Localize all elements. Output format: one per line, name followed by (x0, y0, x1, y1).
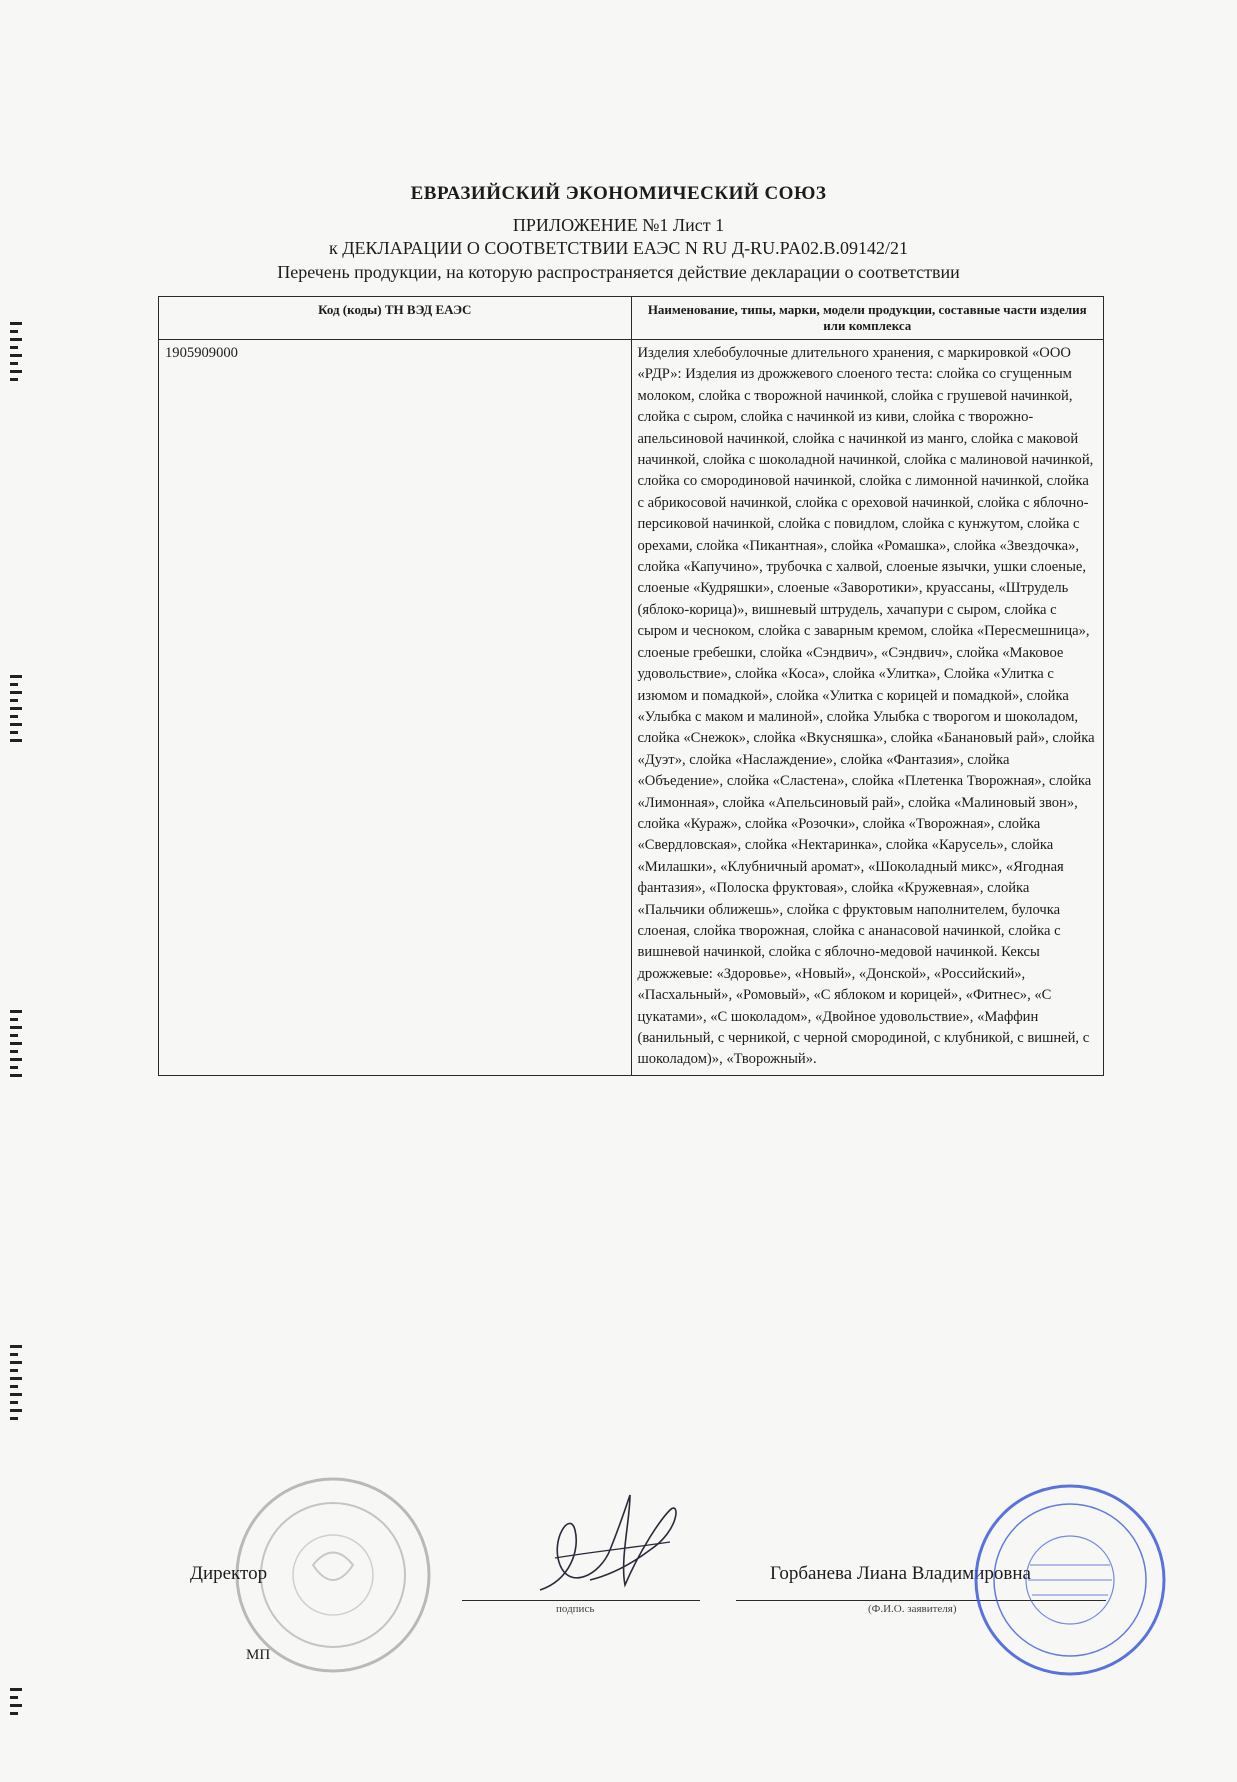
column-header-code: Код (коды) ТН ВЭД ЕАЭС (159, 297, 632, 340)
declaration-number: к ДЕКЛАРАЦИИ О СООТВЕТСТВИИ ЕАЭС N RU Д-RU.PA02.B.09142/21 (328, 238, 908, 258)
cell-products: Изделия хлебобулочные длительного хранения, с маркировкой «ООО «РДР»: Изделия из дрожжевого слоеного теста: слойка со сгущенным молоком, слойка с творожной начинкой, слойка с грушевой начинкой, слойка с сыром, слойка с начинкой из киви, слойка с творожно-апельсиновой начинкой, слойка с начинкой из манго, слойка с маковой начинкой, слойка с шоколадной начинкой, слойка с малиновой начинкой, слойка со смородиновой начинкой, слойка с лимонной начинкой, слойка с абрикосовой начинкой, слойка с ореховой начинкой, слойка с яблочно-персиковой начинкой, слойка с повидлом, слойка с кунжутом, слойка с орехами, слойка «Пикантная», слойка «Ромашка», слойка «Звездочка», слойка «Капучино», трубочка с халвой, слоеные язычки, ушки слоеные, слоеные «Кудряшки», слоеные «Заворотики», круассаны, «Штрудель (яблоко-корица)», вишневый штрудель, хачапури с сыром, слойка с сыром и чесноком, слойка с заварным кремом, слойка «Пересмешница», слоеные гребешки, слойка «Сэндвич», «Сэндвич», слойка «Маковое удовольствие», слойка «Коса», слойка «Улитка», Слойка «Улитка с изюмом и помадкой», слойка «Улитка с корицей и помадкой», слойка «Улыбка с маком и малиной», слойка Улыбка с творогом и шоколадом, слойка «Снежок», слойка «Вкусняшка», слойка «Банановый рай», слойка «Дуэт», слойка «Наслаждение», слойка «Фантазия», слойка «Объедение», слойка «Сластена», слойка «Плетенка Творожная», слойка «Лимонная», слойка «Апельсиновый рай», слойка «Малиновый звон», слойка «Кураж», слойка «Розочки», слойка «Творожная», слойка «Свердловская», слойка «Нектаринка», слойка «Карусель», слойка «Милашки», «Клубничный аромат», «Шоколадный микс», «Ягодная фантазия», «Полоска фруктовая», слойка «Кружевная», слойка «Пальчики оближешь», слойка с фруктовым наполнителем, булочка слоеная, слойка творожная, слойка с ананасовой начинкой, слойка с вишневой начинкой, слойка с яблочно-медовой начинкой. Кексы дрожжевые: «Здоровье», «Новый», «Донской», «Российский», «Пасхальный», «Ромовый», «С яблоком и корицей», «Фитнес», «С цукатами», «С шоколадом», «Двойное удовольствие», «Маффин (ванильный, с черникой, с черной смородиной, с клубникой, с вишней, с шоколадом)», «Творожный». (631, 340, 1104, 1076)
name-caption: (Ф.И.О. заявителя) (868, 1603, 957, 1615)
signature-caption: подпись (556, 1603, 595, 1615)
margin-marks (10, 1688, 26, 1720)
seal-placeholder-label: МП (246, 1647, 271, 1663)
products-table (158, 296, 1104, 1076)
list-description: Перечень продукции, на которую распространяется действие декларации о соответствии (277, 262, 960, 282)
cell-code: 1905909000 (159, 340, 632, 1076)
director-label: Директор (190, 1563, 268, 1584)
margin-marks (10, 1345, 26, 1425)
union-title: ЕВРАЗИЙСКИЙ ЭКОНОМИЧЕСКИЙ СОЮЗ (410, 183, 827, 204)
column-header-name: Наименование, типы, марки, модели продукции, составные части изделия или комплекса (631, 297, 1104, 340)
table-row (159, 340, 1104, 1076)
appendix-title: ПРИЛОЖЕНИЕ №1 Лист 1 (512, 215, 725, 235)
margin-marks (10, 322, 26, 386)
signer-name: Горбанева Лиана Владимировна (770, 1563, 1031, 1584)
handwritten-signature (530, 1480, 690, 1610)
table-header-row (159, 297, 1104, 340)
company-seal-blue (970, 1480, 1170, 1680)
margin-marks (10, 1010, 26, 1082)
margin-marks (10, 675, 26, 747)
